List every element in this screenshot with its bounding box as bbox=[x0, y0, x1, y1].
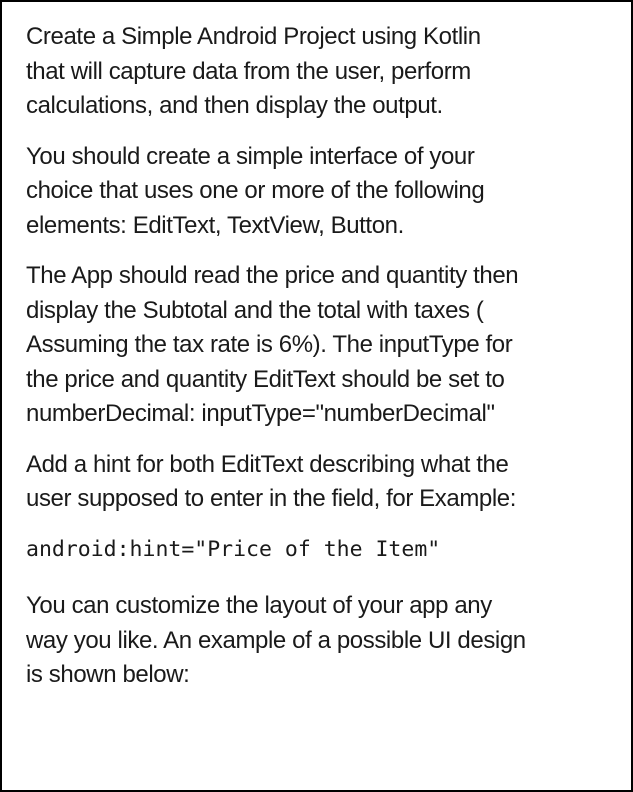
paragraph-intro bbox=[26, 20, 617, 124]
text-line: is shown below: bbox=[26, 661, 190, 688]
text-line: calculations, and then display the output. bbox=[26, 92, 443, 119]
text-line: The App should read the price and quantity then bbox=[26, 262, 519, 289]
text-line: You should create a simple interface of your bbox=[26, 142, 475, 170]
text-line: choice that uses one or more of the following bbox=[26, 177, 485, 204]
paragraph-requirements bbox=[26, 259, 617, 432]
text-line: the price and quantity EditText should be set to bbox=[26, 365, 505, 393]
text-line: Create a Simple Android Project using Kotlin bbox=[26, 23, 481, 50]
text-line: Add a hint for both EditText describing what the bbox=[26, 450, 509, 478]
text-line: Assuming the tax rate is 6%). The inputType for bbox=[26, 331, 513, 358]
paragraph-closing bbox=[26, 589, 617, 693]
text-line: user supposed to enter in the field, for Example: bbox=[26, 485, 517, 512]
text-line: that will capture data from the user, perform bbox=[26, 57, 471, 85]
text-line: elements: EditText, TextView, Button. bbox=[26, 211, 404, 239]
text-line: display the Subtotal and the total with taxes ( bbox=[26, 296, 484, 324]
code-example: android:hint="Price of the Item" bbox=[26, 536, 441, 562]
paragraph-hint bbox=[26, 448, 617, 517]
paragraph-interface bbox=[26, 140, 617, 244]
text-line: numberDecimal: inputType="numberDecimal" bbox=[26, 400, 495, 427]
text-line: You can customize the layout of your app any bbox=[26, 592, 492, 619]
text-line: way you like. An example of a possible UI design bbox=[26, 626, 526, 654]
